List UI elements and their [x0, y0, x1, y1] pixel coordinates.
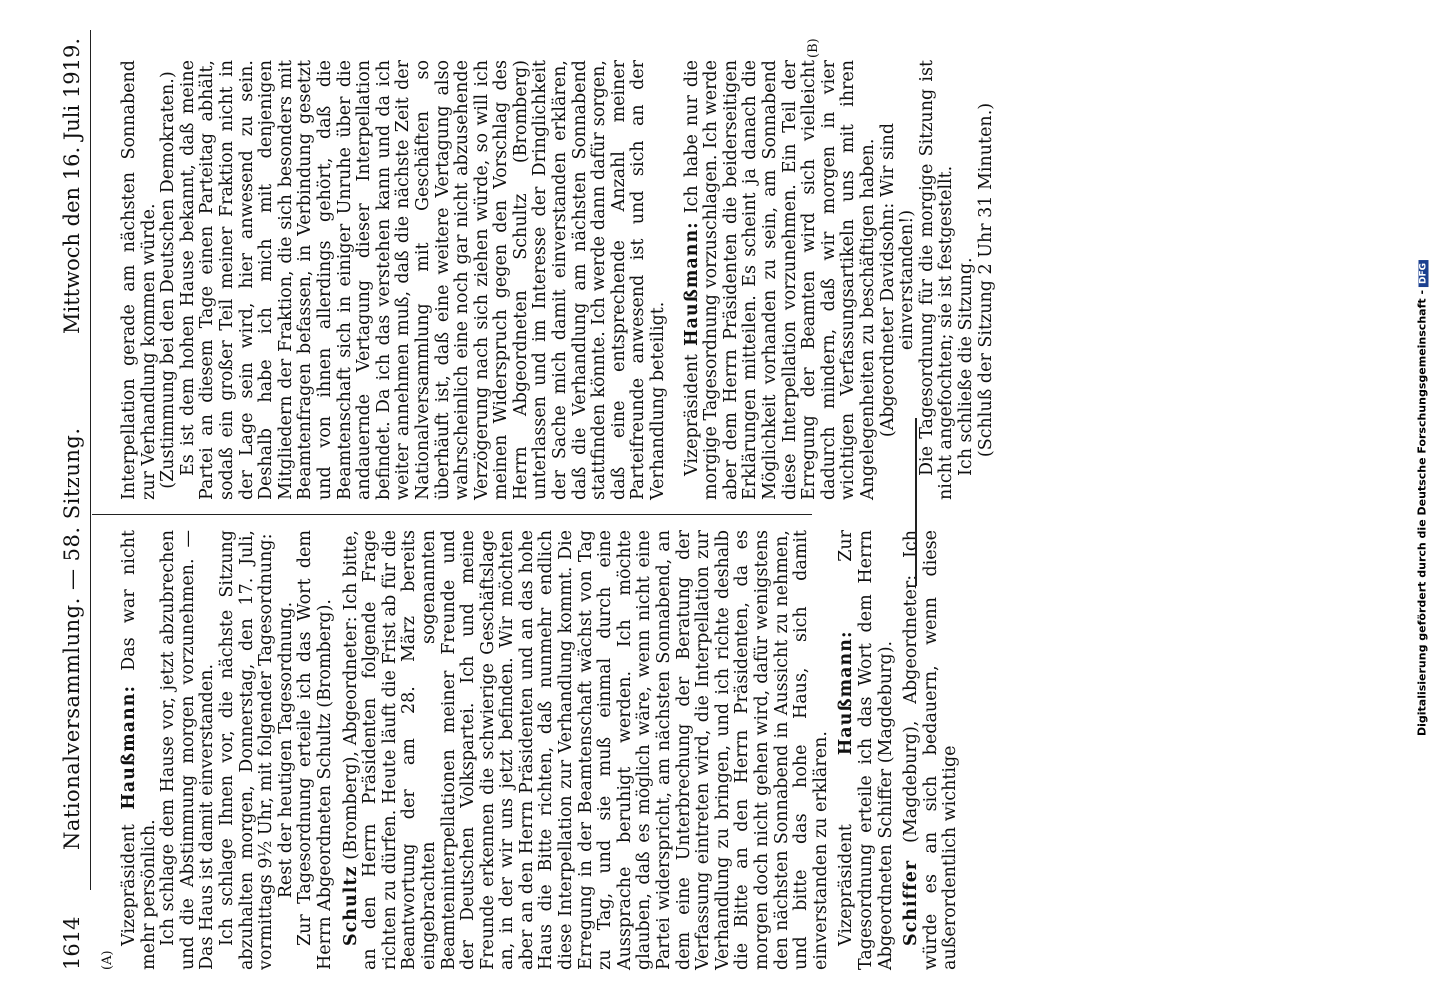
speaker-role: Vizepräsident [681, 354, 702, 476]
paragraph [683, 60, 879, 500]
paragraph: Zur Tagesordnung erteile ich das Wort dem Herrn Abgeordneten Schultz (Bromberg). [295, 530, 335, 970]
paragraph: Rest der heutigen Tagesordnung. [275, 601, 296, 899]
paragraph [902, 530, 961, 970]
paragraph [120, 530, 159, 970]
header-title: Nationalversammlung. — 58. Sitzung. [60, 427, 84, 850]
running-header [60, 30, 88, 970]
speaker-name: Schultz [340, 865, 361, 946]
paragraph [837, 530, 896, 970]
paragraph-text: (Magdeburg), Abgeordneter: Ich würde es an sich bedauern, wenn diese außerordentlich wichtige [901, 530, 961, 970]
header-date: Mittwoch den 16. Juli 1919. [60, 38, 84, 334]
right-column [120, 60, 996, 500]
paragraph: (Zustimmung bei den Deutschen Demokraten.) [158, 71, 179, 489]
dfg-logo: DFG [1419, 260, 1429, 287]
paragraph-text: Das war nicht mehr persönlich. [119, 530, 159, 970]
paragraph: (Abgeordneter Davidsohn: Wir sind einverstanden!) [877, 122, 918, 438]
speaker-role: Vizepräsident [119, 824, 139, 946]
paragraph: Es ist dem hohen Hause bekannt, daß meine Partei an diesem Tage einen Parteitag abhält, sodaß ein großer Teil meiner Fraktion nicht in der Lage sein wird, hier anwesend zu sein. Deshalb habe ich mich mit denjenigen Mitgliedern der Fraktion, die sich besonders mit Beamtenfragen befassen, in Verbindung gesetzt und von ihnen allerdings gehört, daß die Beamtenschaft sich in einiger Unruhe über die andauernde Vertagung dieser Interpellation befindet. Da ich das verstehen kann und da ich weiter annehmen muß, daß die nächste Zeit der Nationalversammlung mit Geschäften so überhäuft ist, daß eine weitere Vertagung also wahrscheinlich eine noch gar nicht abzusehende Verzögerung nach sich ziehen würde, so will ich meinen Widerspruch gegen den Vorschlag des Herrn Abgeordneten Schultz (Bromberg) unterlassen und im Interesse der Dringlichkeit der Sache mich damit einverstanden erklären, daß die Verhandlung am nächsten Sonnabend stattfinden könnte. Ich werde dann dafür sorgen, daß eine entsprechende Anzahl meiner Parteifreunde anwesend ist und sich an der Verhandlung beteiligt. [177, 60, 669, 500]
left-column [120, 530, 961, 970]
end-rule [915, 418, 917, 586]
speaker-name: Schiffer [901, 859, 922, 946]
paragraph-text: (Bromberg), Abgeordneter: Ich bitte, an den Herrn Präsidenten folgende Frage richten zu dürfen. Heute läuft die Frist ab für die Beantwortung der am 28. März bereits eingebrachten sogenannten Beamteninterpellationen meiner Freunde und der Deutschen Volkspartei. Ich und meine Freunde erkennen die schwierige Geschäftslage an, in der wir uns jetzt befinden. Wir möchten aber an den Herrn Präsidenten und an das hohe Haus die Bitte richten, daß nunmehr endlich diese Interpellation zur Verhandlung kommt. Die Erregung in der Beamtenschaft wächst von Tag zu Tag, und sie muß einmal durch eine Aussprache beruhigt werden. Ich möchte glauben, daß es möglich wäre, wenn nicht eine Partei widerspricht, am nächsten Sonnabend, an dem eine Unterbrechung der Beratung der Verfassung eintreten wird, die Interpellation zur Verhandlung zu bringen, und ich richte deshalb die Bitte an den Herrn Präsidenten, da es morgen doch nicht gehen wird, dafür wenigstens den nächsten Sonnabend in Aussicht zu nehmen, und bitte das hohe Haus, sich damit einverstanden zu erklären. [340, 530, 831, 970]
speaker-name: Haußmann: [681, 221, 702, 347]
speaker-role: Vizepräsident [836, 824, 857, 946]
paragraph-text: Ich habe nur die morgige Tagesordnung vorzuschlagen. Ich werde aber dem Herrn Präsidenten die beiderseitigen Erklärungen mitteilen. Es scheint ja danach die Möglichkeit vorhanden zu sein, am Sonnabend diese Interpellation vorzunehmen. Ein Teil der Erregung der Beamten wird sich vielleicht dadurch mindern, daß wir morgen in vier wichtigen Verfassungsartikeln uns mit ihren Angelegenheiten zu beschäftigen haben. [681, 60, 878, 500]
paragraph: Die Tagesordnung für die morgige Sitzung ist nicht angefochten; sie ist festgestellt. [916, 60, 957, 500]
paragraph: Ich schlage Ihnen vor, die nächste Sitzung abzuhalten morgen, Donnerstag, den 17. Juli, vormittags 9½ Uhr, mit folgender Tagesordnung: [216, 530, 277, 970]
margin-marker-b: (B) [806, 38, 821, 58]
column-divider [92, 514, 812, 515]
paragraph: (Schluß der Sitzung 2 Uhr 31 Minuten.) [975, 102, 996, 458]
funding-credit [1416, 260, 1429, 736]
page-number: 1614 [60, 916, 84, 970]
rotated-print-area [60, 30, 996, 970]
paragraph: Ich schlage dem Hause vor, jetzt abzubrechen und die Abstimmung morgen vorzunehmen. — Das Haus ist damit einverstanden. [158, 530, 218, 970]
header-rule [90, 30, 91, 890]
paragraph [342, 530, 832, 970]
credit-text: Digitalisierung gefördert durch die Deutsche Forschungsgemeinschaft - [1415, 289, 1429, 737]
paragraph: Interpellation gerade am nächsten Sonnabend zur Verhandlung kommen würde. [119, 60, 159, 500]
paragraph-text: Zur Tagesordnung erteile ich das Wort dem Herrn Abgeordneten Schiffer (Magdeburg). [836, 530, 896, 970]
paragraph: Ich schließe die Sitzung. [955, 257, 976, 476]
speaker-name: Haußmann: [119, 685, 139, 810]
speaker-name: Haußmann: [836, 630, 857, 756]
margin-marker-a: (A) [100, 950, 115, 970]
